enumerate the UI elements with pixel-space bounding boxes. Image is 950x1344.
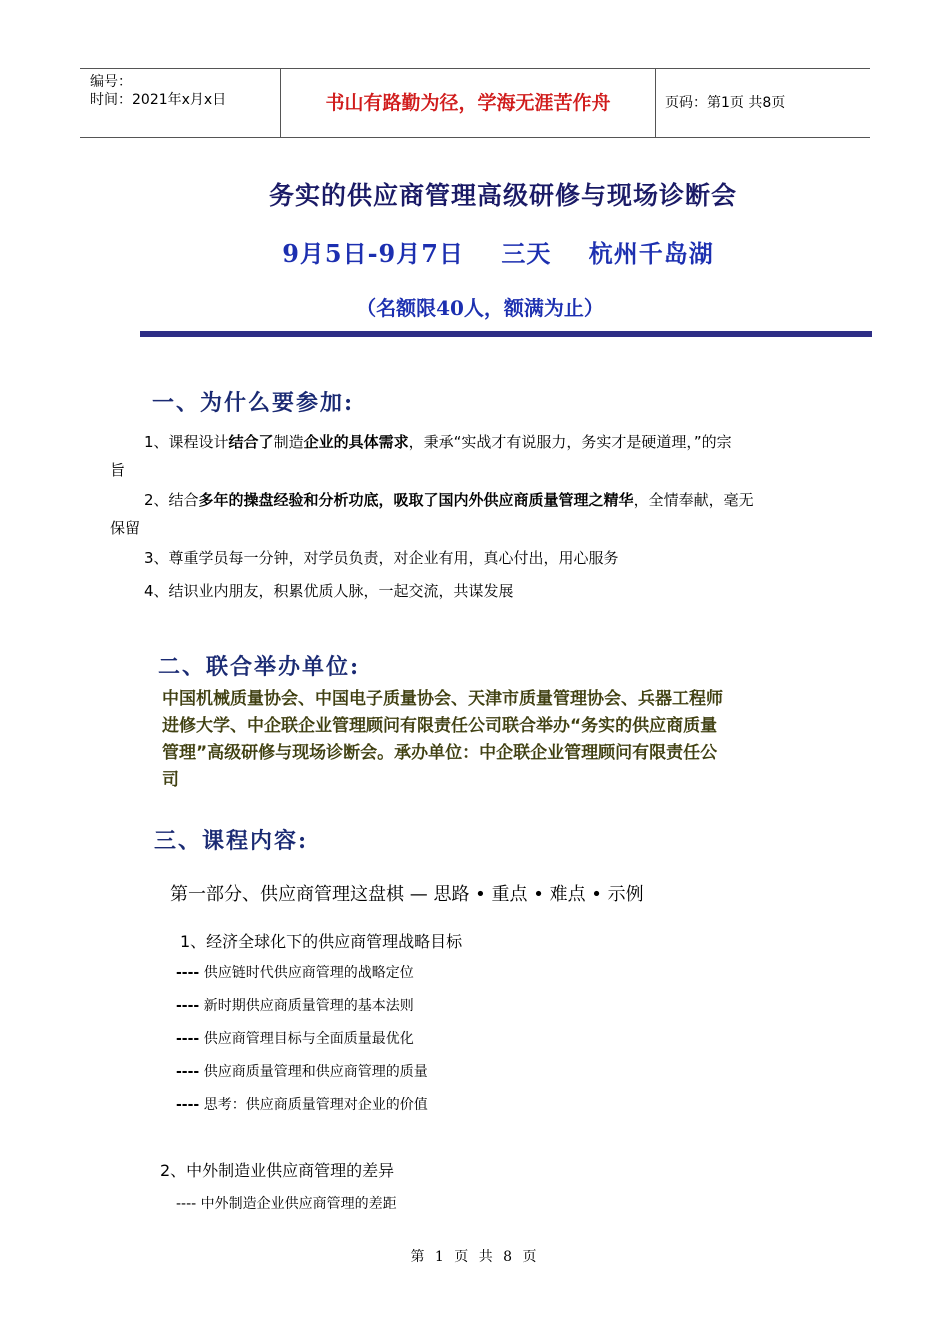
section2-heading: 二、联合举办单位:	[158, 654, 361, 680]
number-label: 编号：	[90, 74, 132, 90]
organizers-line: 中国机械质量协会、中国电子质量协会、天津市质量管理协会、兵器工程师	[162, 689, 723, 709]
subsection2-title: 2、中外制造业供应商管理的差异	[160, 1161, 395, 1180]
page-info: 页码：第1页 共8页	[665, 95, 786, 111]
text: ，秉承“实战才有说服力，务实才是硬道理，”的宗	[408, 433, 732, 451]
text: 旨	[110, 461, 126, 479]
text: 企业的具体需求	[303, 433, 409, 451]
item-text: 供应链时代供应商管理的战略定位	[199, 965, 414, 981]
item-text: 供应商质量管理和供应商管理的质量	[199, 1064, 428, 1080]
section1-p2	[110, 486, 830, 542]
section1-heading: 一、为什么要参加:	[152, 390, 355, 416]
text: 制造	[273, 433, 304, 451]
dash: ----	[176, 965, 200, 981]
text: 结合了	[228, 433, 274, 451]
part1-title: 第一部分、供应商管理这盘棋 — 思路 • 重点 • 难点 • 示例	[170, 884, 644, 905]
main-title: 务实的供应商管理高级研修与现场诊断会	[268, 181, 737, 210]
dash: ----	[176, 998, 200, 1014]
section3-heading: 三、课程内容:	[154, 828, 309, 854]
list-item	[176, 962, 414, 982]
title-rule	[140, 331, 872, 337]
list-item: ---- 中外制造企业供应商管理的差距	[176, 1196, 397, 1212]
item-text: 新时期供应商质量管理的基本法则	[199, 998, 414, 1014]
organizers-line: 管理”高级研修与现场诊断会。承办单位：中企联企业管理顾问有限责任公	[162, 743, 718, 763]
time-label: 时间：2021年x月x日	[90, 92, 227, 108]
header-table	[80, 68, 870, 138]
text: 1、课程设计	[144, 433, 229, 451]
subsection1-title: 1、经济全球化下的供应商管理战略目标	[180, 932, 463, 951]
organizers-paragraph	[162, 686, 802, 794]
item-text: 思考：供应商质量管理对企业的价值	[199, 1097, 428, 1113]
dash: ----	[176, 1097, 200, 1113]
text: ，全情奉献，毫无	[633, 491, 754, 509]
list-item	[176, 1094, 428, 1114]
page-footer: 第 1 页 共 8 页	[410, 1249, 540, 1265]
section1-p3: 3、尊重学员每一分钟，对学员负责，对企业有用，真心付出，用心服务	[144, 549, 619, 567]
text: 2、结合	[144, 491, 199, 509]
item-text: 供应商管理目标与全面质量最优化	[199, 1031, 414, 1047]
list-item	[176, 1028, 414, 1048]
header-right-cell	[655, 69, 870, 137]
limit-note: （名额限40人，额满为止）	[356, 296, 604, 320]
organizers-line: 司	[162, 770, 179, 790]
section1-p4: 4、结识业内朋友，积累优质人脉，一起交流，共谋发展	[144, 582, 514, 600]
text: 多年的操盘经验和分析功底，吸取了国内外供应商质量管理之精华	[198, 491, 634, 509]
motto: 书山有路勤为径，学海无涯苦作舟	[280, 69, 656, 137]
date-place: 9月5日-9月7日 三天 杭州千岛湖	[282, 239, 714, 268]
list-item	[176, 995, 414, 1015]
header-left-cell	[80, 69, 280, 137]
organizers-line: 进修大学、中企联企业管理顾问有限责任公司联合举办“务实的供应商质量	[162, 716, 718, 736]
text: 保留	[110, 519, 141, 537]
dash: ----	[176, 1064, 200, 1080]
dash: ----	[176, 1031, 200, 1047]
section1-p1	[110, 428, 830, 484]
list-item	[176, 1061, 428, 1081]
